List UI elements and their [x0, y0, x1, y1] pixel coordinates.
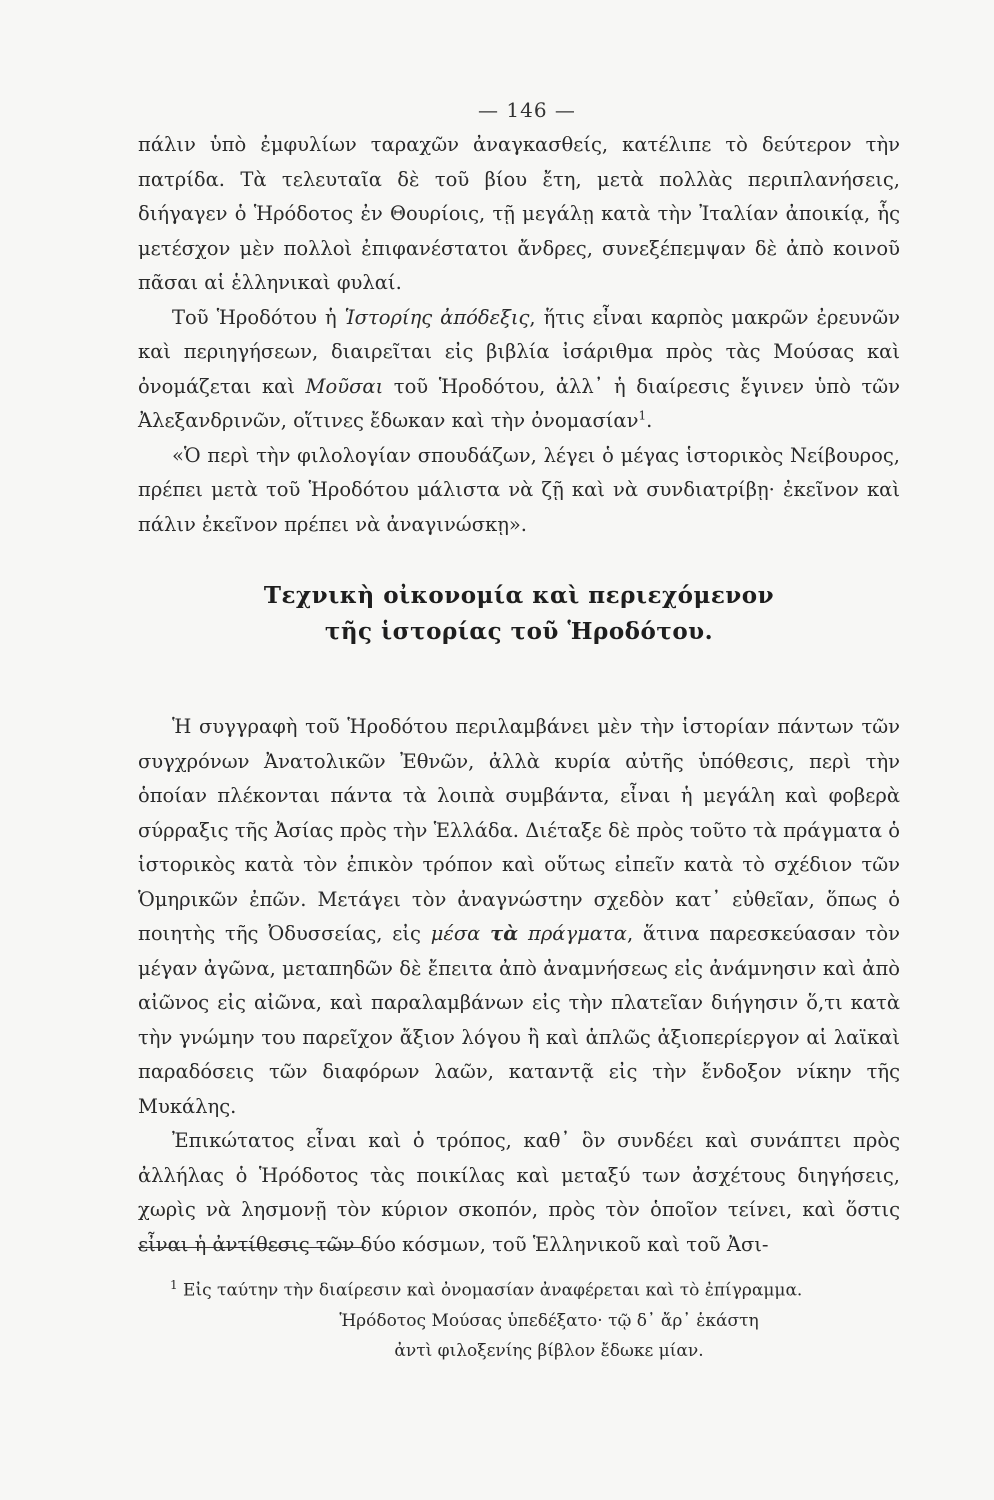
paragraph-3: «Ὁ περὶ τὴν φιλολογίαν σπουδάζων, λέγει ὁ μέγας ἱστορικὸς Νείβουρος, πρέπει μετὰ τοῦ Ἡροδότου μάλιστα νὰ ζῇ καὶ νὰ συνδιατρίβῃ· ἐκεῖνον καὶ πάλιν ἐκεῖνον πρέπει νὰ ἀναγινώσκῃ».: [138, 443, 900, 536]
text-block-lower: [138, 710, 900, 1262]
text-span: Τοῦ Ἡροδότου ἡ: [172, 305, 337, 329]
text-span: Ἡ συγγραφὴ τοῦ Ἡροδότου περιλαμβάνει μὲν τὴν ἱστορίαν πάντων τῶν συγχρόνων Ἀνατολικῶν Ἐθνῶν, ἀλλὰ κυρία αὐτῆς ὑπόθεσις, περὶ τὴν ὁποίαν πλέκονται πάντα τὰ λοιπὰ συμβάντα, εἶναι ἡ μεγάλη καὶ φοβερὰ σύρραξις τῆς Ἀσίας πρὸς τὴν Ἑλλάδα. Διέταξε δὲ πρὸς τοῦτο τὰ πράγματα ὁ ἱστορικὸς κατὰ τὸν ἐπικὸν τρόπον καὶ οὕτως εἰπεῖν κατὰ τὸ σχέδιον τῶν Ὁμηρικῶν ἐπῶν. Μετάγει τὸν ἀναγνώστην σχεδὸν κατ᾽ εὐθεῖαν, ὅπως ὁ ποιητὴς τῆς Ὀδυσσείας, εἰς: [138, 715, 900, 945]
paragraph-1: πάλιν ὑπὸ ἐμφυλίων ταραχῶν ἀναγκασθείς, κατέλιπε τὸ δεύτερον τὴν πατρίδα. Τὰ τελευταῖα δὲ τοῦ βίου ἔτη, μετὰ πολλὰς περιπλανήσεις, διήγαγεν ὁ Ἡρόδοτος ἐν Θουρίοις, τῇ μεγάλῃ κατὰ τὴν Ἰταλίαν ἀποικίᾳ, ἧς μετέσχον μὲν πολλοὶ ἐπιφανέστατοι ἄνδρες, συνεξέπεμψαν δὲ ἀπὸ κοινοῦ πᾶσαι αἱ ἑλληνικαὶ φυλαί.: [138, 133, 900, 294]
footnote-marker: 1: [170, 1278, 178, 1292]
text-span: τοῦ Ἡροδότου, ἀλλ᾽ ἡ διαίρεσις ἔγινεν ὑπὸ τῶν Ἀλεξανδρινῶν, οἵτινες ἔδωκαν καὶ τὴν ὀνομασίαν: [138, 374, 901, 432]
italic-phrase: πράγματα: [528, 922, 627, 945]
footnote-line-1: [138, 1270, 900, 1306]
footnote-line-3: ἀντὶ φιλοξενίης βίβλον ἔδωκε μίαν.: [394, 1340, 704, 1361]
paragraph-2: [138, 301, 900, 439]
bold-word: τὰ: [490, 922, 519, 945]
footnote-line-2: Ἡρόδοτος Μούσας ὑπεδέξατο· τῷ δ᾽ ἄρ᾽ ἑκάστη: [339, 1310, 759, 1331]
italic-phrase: μέσα: [430, 922, 481, 945]
footnote-block: [138, 1270, 900, 1366]
paragraph-4: [138, 710, 900, 1124]
footnote-text: Εἰς ταύτην τὴν διαίρεσιν καὶ ὀνομασίαν ἀναφέρεται καὶ τὸ ἐπίγραμμα.: [183, 1280, 803, 1301]
text-span: .: [646, 409, 653, 432]
page-number: — 146 —: [478, 98, 576, 122]
footnote-reference[interactable]: 1: [638, 408, 647, 423]
text-span: , ἅτινα παρεσκεύασαν τὸν μέγαν ἀγῶνα, μεταπηδῶν δὲ ἔπειτα ἀπὸ ἀναμνήσεως εἰς ἀνάμνησιν καὶ ἀπὸ αἰῶνος εἰς αἰῶνα, καὶ παραλαμβάνων εἰς τὴν πλατεῖαν διήγησιν ὅ,τι κατὰ τὴν γνώμην του παρεῖχον ἄξιον λόγου ἢ καὶ ἁπλῶς ἀξιοπερίεργον αἱ λαϊκαὶ παραδόσεις τῶν διαφόρων λαῶν, καταντᾷ εἰς τὴν ἔνδοξον νίκην τῆς Μυκάλης.: [138, 922, 900, 1118]
section-heading-line-2: τῆς ἱστορίας τοῦ Ἡροδότου.: [324, 618, 714, 645]
italic-title: Ἱστορίης ἀπόδεξις: [344, 305, 530, 329]
italic-title: Μοῦσαι: [305, 374, 384, 398]
section-heading-line-1: Τεχνικὴ οἰκονομία καὶ περιεχόμενον: [263, 582, 775, 609]
text-span: , ἥτις εἶναι καρπὸς μακρῶν ἐρευνῶν καὶ περιηγήσεων, διαιρεῖται εἰς βιβλία ἰσάριθμα πρὸς τὰς Μούσας καὶ ὀνομάζεται καὶ: [138, 305, 900, 398]
paragraph-5: Ἐπικώτατος εἶναι καὶ ὁ τρόπος, καθ᾽ ὃν συνδέει καὶ συνάπτει πρὸς ἀλλήλας ὁ Ἡρόδοτος τὰς ποικίλας καὶ μεταξύ των ἀσχέτους διηγήσεις, χωρὶς νὰ λησμονῇ τὸν κύριον σκοπόν, πρὸς τὸν ὁποῖον τείνει, καὶ ὅστις εἶναι ἡ ἀντίθεσις τῶν δύο κόσμων, τοῦ Ἑλληνικοῦ καὶ τοῦ Ἀσι-: [138, 1129, 900, 1256]
footnote-divider: [138, 1247, 366, 1248]
text-block-upper: [138, 128, 900, 542]
